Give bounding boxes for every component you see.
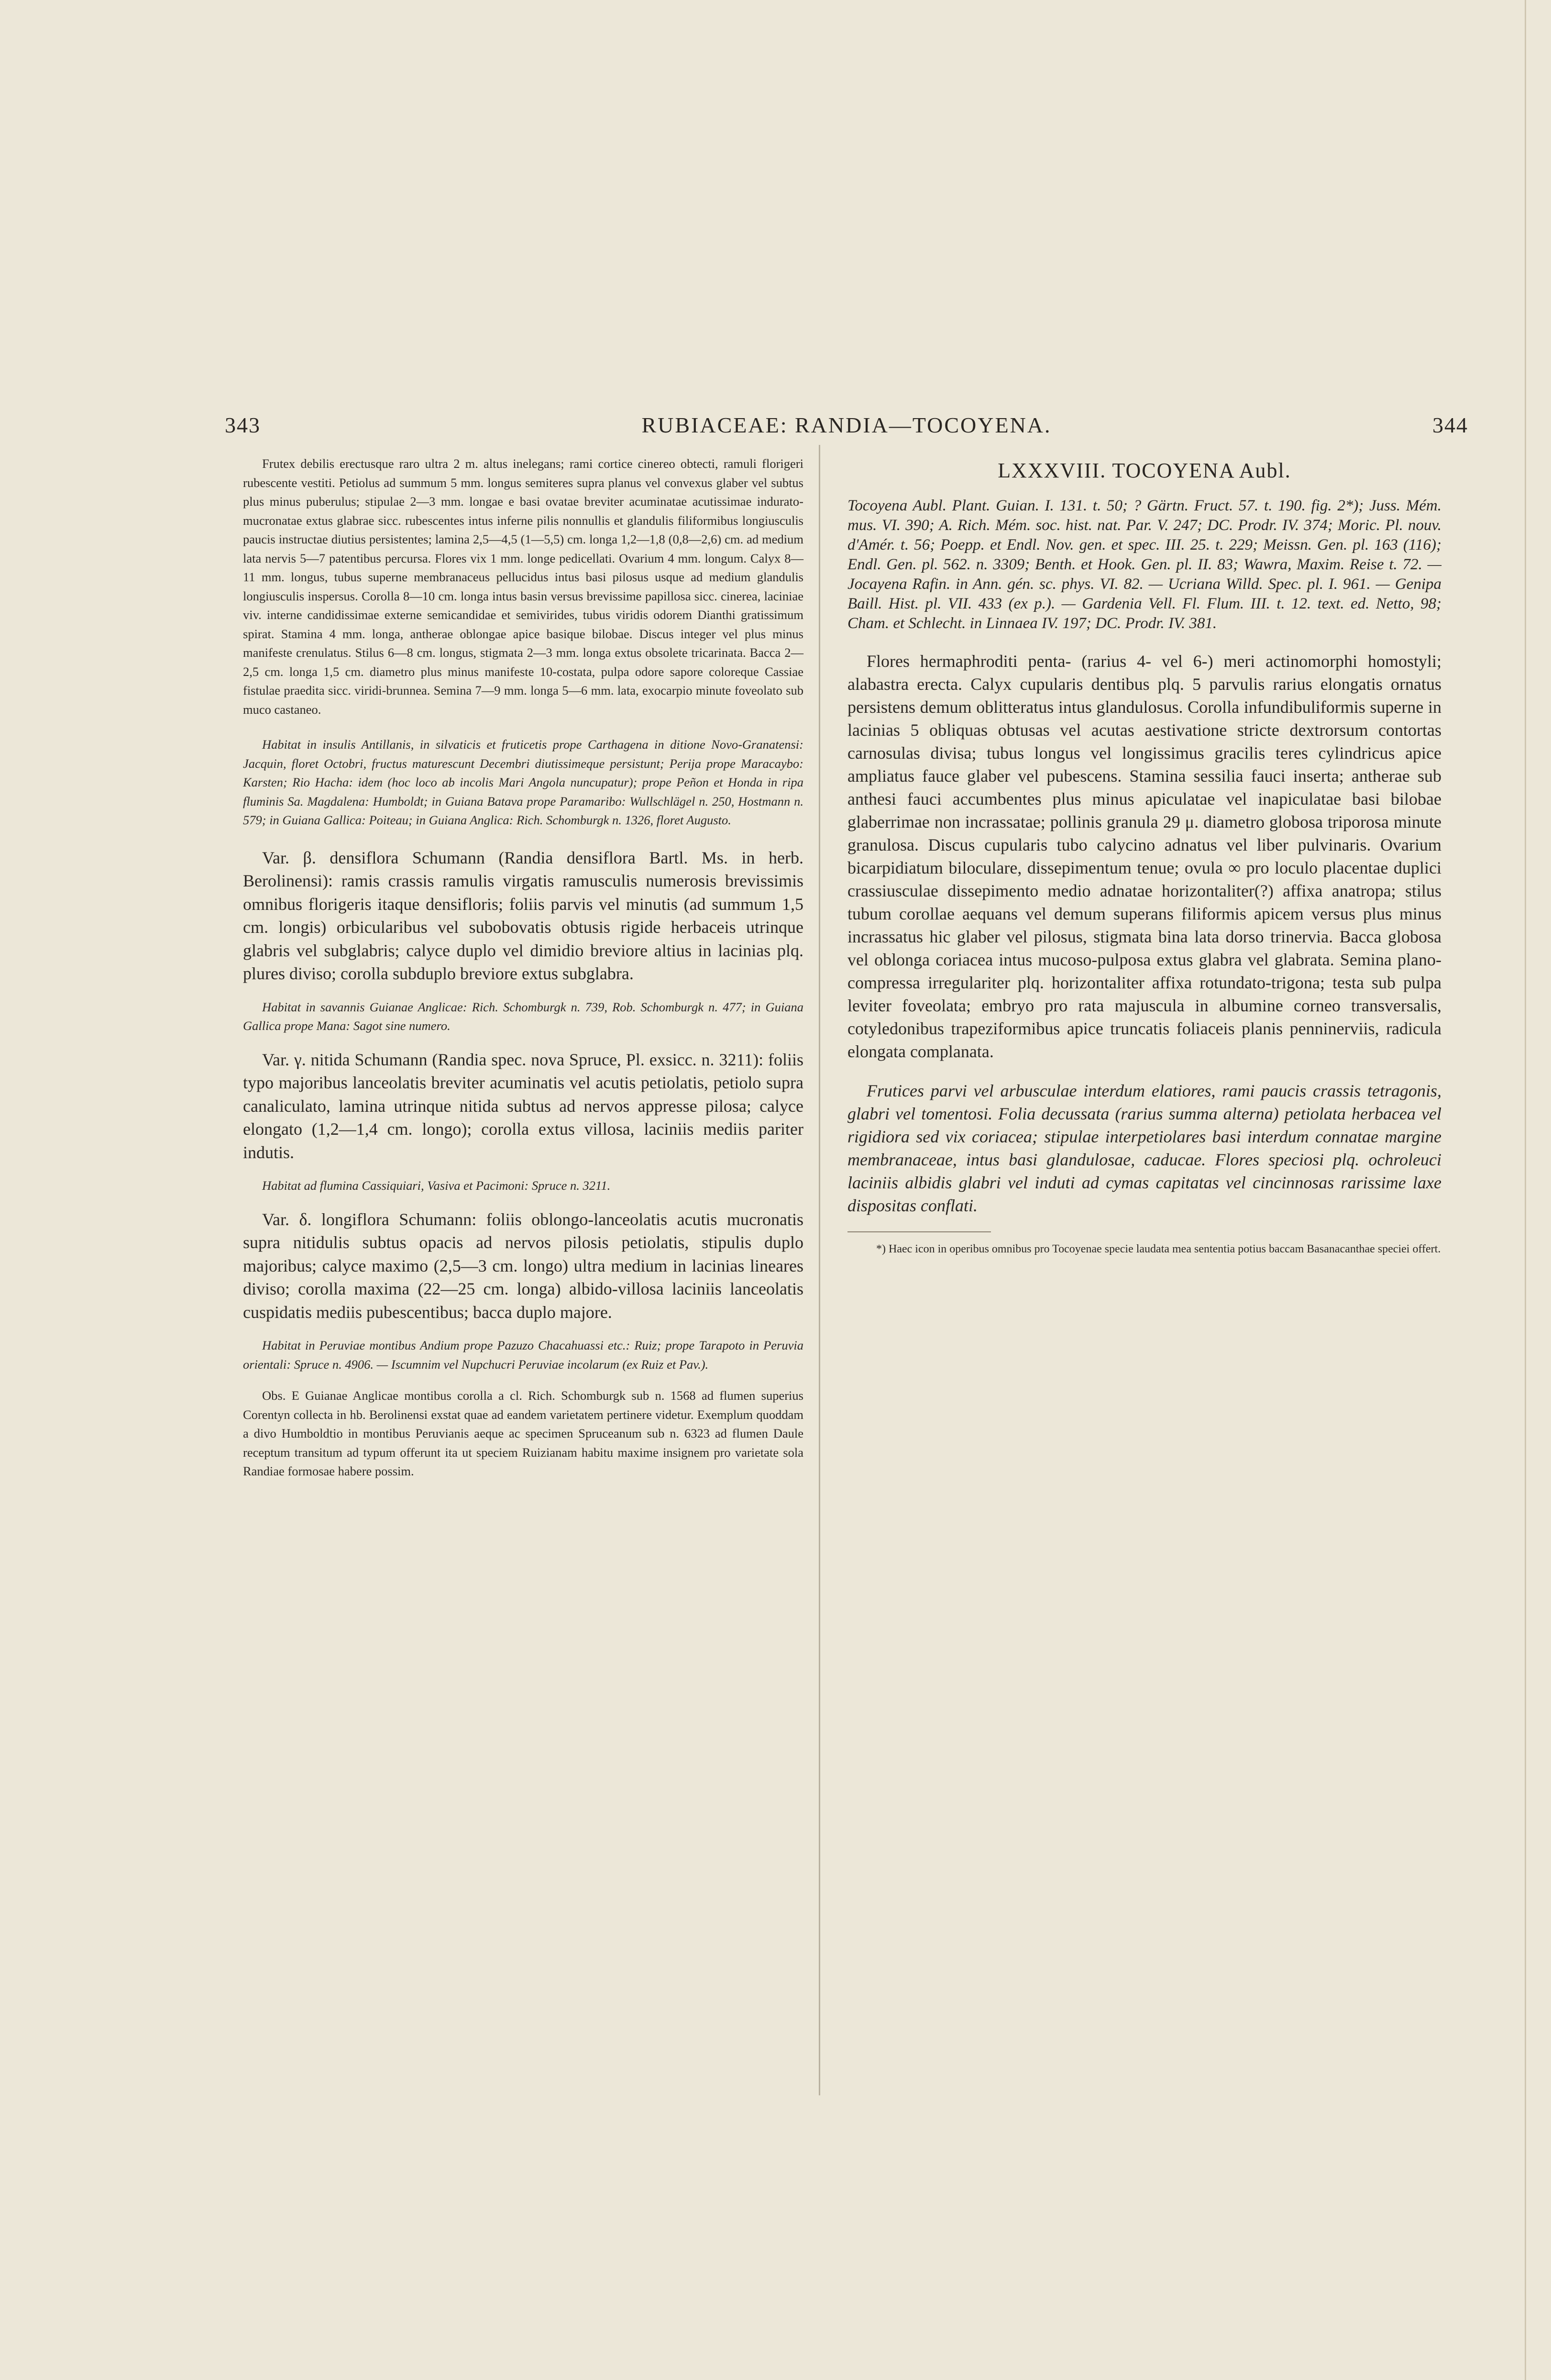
habitat-typical: Habitat in insulis Antillanis, in silvaticis et fruticetis prope Carthagena in ditione Novo-Granatensi: Jacquin, floret Octobri, fructus maturescunt Decembri diutissimeque persistunt; Perija prope Maracaybo: Karsten; Rio Hacha: idem (hoc loco ab incolis Mari Angola nuncupatur); prope Peñon et Honda in ripa fluminis Sa. Magdalena: Humboldt; in Guiana Batava prope Paramaribo: Wullschlägel n. 250, Hostmann n. 579; in Guiana Gallica: Poiteau; in Guiana Anglica: Rich. Schomburgk n. 1326, floret Augusto. [243,737,803,827]
variety-delta: Var. δ. longiflora Schumann: foliis oblongo-lanceolatis acutis mucronatis supra nitidulis subtus opacis ad nervos pilosis petiolatis, stipulis duplo majoribus; calyce maximo (2,5—3 cm. longo) ultra medium in lacinias lineares diviso; corolla maxima (22—25 cm. longa) albido-villosa laciniis lanceolatis cuspidatis mediis pubescentibus; bacca duplo majore. [243,1209,803,1322]
running-title: RUBIACEAE: RANDIA—TOCOYENA. [641,413,1052,437]
habitat-beta: Habitat in savannis Guianae Anglicae: Rich. Schomburgk n. 739, Rob. Schomburgk n. 477; in Guiana Gallica prope Mana: Sagot sine numero. [243,999,803,1033]
page-number-right: 344 [1432,413,1468,437]
variety-gamma: Var. γ. nitida Schumann (Randia spec. nova Spruce, Pl. exsicc. n. 3211): foliis typo majoribus lanceolatis breviter acuminatis vel acutis petiolatis, petiolo supra canaliculato, lamina utrinque nitida subtus ad nervos appresse pilosa; calyce elongato (1,2—1,4 cm. longo); corolla extus villosa, laciniis mediis pariter indutis. [243,1050,803,1162]
page-edge [1525,0,1526,2380]
footnote: *) Haec icon in operibus omnibus pro Tocoyenae specie laudata mea sententia potius baccam Basanacanthae speciei offert. [876,1243,1441,1255]
habitat-delta: Habitat in Peruviae montibus Andium prope Pazuzo Chacahuassi etc.: Ruiz; prope Tarapoto in Peruvia orientali: Spruce n. 4906. — Iscumnim vel Nupchucri Peruviae incolarum (ex Ruiz et Pav.). [243,1338,803,1372]
running-header [225,412,1468,451]
genus-heading: LXXXVIII. TOCOYENA Aubl. [998,459,1291,482]
species-description: Frutex debilis erectusque raro ultra 2 m. altus inelegans; rami cortice cinereo obtecti, ramuli florigeri rubescente vestiti. Petiolus ad summum 5 mm. longus semiteres supra planus vel convexus glaber vel subtus plus minus puberulus; stipulae 2—3 mm. longae e basi ovatae breviter acuminatae acutissimae indurato-mucronatae extus glabrae sicc. rubescentes intus inferne pilis nonnullis et glandulis filiformibus longiusculis paucis instructae diutius persistentes; lamina 2,5—4,5 (1—5,5) cm. longa 1,2—1,8 (0,8—2,6) cm. ad medium lata nervis 5—7 patentibus percursa. Flores vix 1 mm. longe pedicellati. Ovarium 4 mm. longum. Calyx 8—11 mm. longus, tubus superne membranaceus pellucidus intus basi pilosus usque ad medium glandulis longiusculis inspersus. Corolla 8—10 cm. longa intus basin versus brevissime papillosa sicc. cinerea, laciniae viv. interne candidissimae externe semicandidae et semivirides, tubus viridis odorem Dianthi gratissimum spirat. Stamina 4 mm. longa, antherae oblongae apice basique bilobae. Discus integer vel plus minus manifeste crenulatus. Stilus 6—8 cm. longus, stigmata 2—3 mm. longa extus obsolete tricarinata. Bacca 2—2,5 cm. longa 1,5 cm. diametro plus minus manifeste 10-costata, pulpa odore sapore coloreque Cassiae fistulae praedita sicc. viridi-brunnea. Semina 7—9 mm. longa 5—6 mm. lata, exocarpio minute foveolato sub muco castaneo. [243,456,803,717]
genus-references: Tocoyena Aubl. Plant. Guian. I. 131. t. 50; ? Gärtn. Fruct. 57. t. 190. fig. 2*); Juss. Mém. mus. VI. 390; A. Rich. Mém. soc. hist. nat. Par. V. 247; DC. Prodr. IV. 374; Moric. Pl. nouv. d'Amér. t. 56; Poepp. et Endl. Nov. gen. et spec. III. 25. t. 229; Meissn. Gen. pl. 163 (116); Endl. Gen. pl. 562. n. 3309; Benth. et Hook. Gen. pl. II. 83; Wawra, Maxim. Reise t. 72. — Jocayena Rafin. in Ann. gén. sc. phys. VI. 82. — Ucriana Willd. Spec. pl. I. 961. — Genipa Baill. Hist. pl. VII. 433 (ex p.). — Gardenia Vell. Fl. Flum. III. t. 12. text. ed. Netto, 98; Cham. et Schlecht. in Linnaea IV. 197; DC. Prodr. IV. 381. [847,497,1441,632]
habit-description: Frutices parvi vel arbusculae interdum elatiores, rami paucis crassis tetragonis, glabri vel tomentosi. Folia decussata (rarius summa alterna) petiolata herbacea vel rigidiora sed vix coriacea; stipulae interpetiolares basi interdum connatae margine membranaceae, intus basi glandulosae, caducae. Flores speciosi plq. ochroleuci laciniis albidis glabri vel induti ad cymas capitatas vel cincinnosas rarissime laxe dispositas conflati. [847,1081,1441,1215]
left-column [243,454,803,1481]
genus-description: Flores hermaphroditi penta- (rarius 4- vel 6-) meri actinomorphi homostyli; alabastra erecta. Calyx cupularis dentibus plq. 5 parvulis rarius elongatis ornatus persistens demum oblitteratus intus glandulosus. Corolla infundibuliformis superne in lacinias 5 obliquas obtusas vel acutas aestivatione stricte dextrorsum contortas carnosulas divisa; tubus longus vel longissimus gracilis teres cylindricus apice ampliatus fauce glaber vel pubescens. Stamina sessilia fauci inserta; antherae sub anthesi fauci accumbentes plus minus apiculatae vel inapiculatae basi bilobae glaberrimae non incrassatae; pollinis granula 29 μ. diametro globosa triporosa minute granulosa. Discus cupularis tubo calycino adnatus vel liber pulvinaris. Ovarium bicarpidiatum biloculare, dissepimentum tenue; ovula ∞ pro loculo placentae duplici crassiusculae dissepimento medio adnatae horizontaliter(?) affixa anatropa; stilus tubum corollae aequans vel demum superans filiformis apicem versus plus minus incrassatus hic glaber vel pilosus, stigmata bina lata dorso trinervia. Bacca globosa vel oblonga coriacea intus mucoso-pulposa extus glabra vel glabrata. Semina plano-compressa irregulariter plq. horizontaliter affixa rotundato-trigona; testa sub pulpa leviter foveolata; embryo pro rata majuscula in albumine corneo transversalis, cotyledonibus trapeziformibus apice truncatis foliaceis planis penninerviis, radicula elongata complanata. [847,652,1441,1061]
page-number-left: 343 [225,413,261,437]
habitat-gamma: Habitat ad flumina Cassiquiari, Vasiva et Pacimoni: Spruce n. 3211. [262,1178,611,1193]
variety-beta: Var. β. densiflora Schumann (Randia densiflora Bartl. Ms. in herb. Berolinensi): ramis crassis ramulis virgatis ramusculis numerosis brevissimis omnibus florigeris itaque densifloris; foliis parvis vel minutis (ad summum 1,5 cm. longis) orbicularibus vel subobovatis obtusis rigide herbaceis utrinque glabris vel subglabris; calyce duplo vel dimidio breviore altius in lacinias plq. plures diviso; corolla subduplo breviore extus subglabra. [243,848,803,983]
footnote-rule [847,1231,991,1232]
right-column [847,454,1441,1257]
column-divider [819,445,820,2095]
observation-note: Obs. E Guianae Anglicae montibus corolla a cl. Rich. Schomburgk sub n. 1568 ad flumen superius Corentyn collecta in hb. Berolinensi exstat quae ad eandem varietatem pertinere videtur. Exemplum quoddam a divo Humboldtio in montibus Peruvianis aeque ac specimen Spruceanum sub n. 6323 ad flumen Daule receptum transitum ad typum offerunt ita ut speciem Ruizianam habitu maxime insignem pro varietate sola Randiae formosae habere possim. [243,1388,803,1478]
